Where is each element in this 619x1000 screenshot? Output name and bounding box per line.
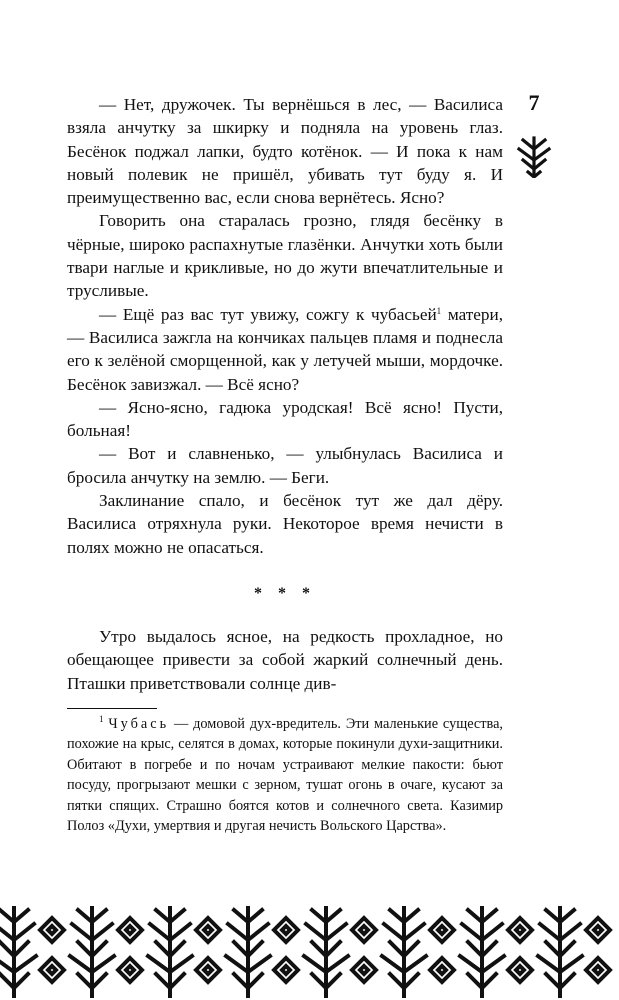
section-separator: * * * [254, 585, 316, 602]
footnote-divider [67, 708, 157, 709]
paragraph: Утро выдалось ясное, на редкость прохладное, но обещающее привести за собой жаркий солнечный день. Пташки приветствовали солнце див- [67, 627, 503, 693]
main-text [67, 93, 503, 559]
tree-ornament-icon [514, 134, 554, 178]
folk-pattern-band [0, 900, 619, 1000]
paragraph: Заклинание спало, и бесёнок тут же дал дёру. Василиса отряхнула руки. Некоторое время нечисти в полях можно не опасаться. [67, 491, 503, 557]
paragraph-with-footnote: — Ещё раз вас тут увижу, сожгу к чубасьей$^1$ матери, — Василиса зажгла на кончиках пальцев пламя и поднесла его к зелёной сморщенной, как у летучей мыши, мордочке. Бесёнок завизжал. — Всё ясно? [67, 304, 504, 394]
main-text-continued [67, 625, 503, 695]
paragraph: — Ясно-ясно, гадюка уродская! Всё ясно! Пусти, больная! [67, 397, 503, 441]
page-number: 7 [528, 90, 540, 115]
paragraph: Говорить она старалась грозно, глядя бесёнку в чёрные, широко распахнутые глазёнки. Анчутки хоть были твари наглые и крикливые, но до жути впечатлительные и трусливые. [67, 211, 503, 301]
footnote-reference[interactable]: 1 [436, 305, 442, 316]
footnote-term: Чубась [108, 716, 170, 732]
footnote-number: 1 [99, 714, 104, 724]
paragraph: — Вот и славненько, — улыбнулась Василиса и бросила анчутку на землю. — Беги. [67, 444, 503, 487]
footnote [67, 714, 503, 836]
paragraph: — Нет, дружочек. Ты вернёшься в лес, — Василиса взяла анчутку за шкирку и подняла на уровень глаз. Бесёнок поджал лапки, будто котёнок. — И пока к нам новый полевик не пришёл, убивать тут буду я. И преимущественно вас, если снова вернётесь. Ясно? [67, 95, 503, 208]
footnote-text: — домовой дух-вредитель. Эти маленькие существа, похожие на крыс, селятся в домах, которые покинули духи-защитники. Обитают в погребе и по ночам устраивают мелкие пакости: бьют посуду, прогрызают мешки с зерном, тушат огонь в очаге, кусают за пятки спящих. Страшно боятся котов и солнечного света. Казимир Полоз «Духи, умертвия и другая нечисть Вольского Царства». [67, 716, 503, 835]
